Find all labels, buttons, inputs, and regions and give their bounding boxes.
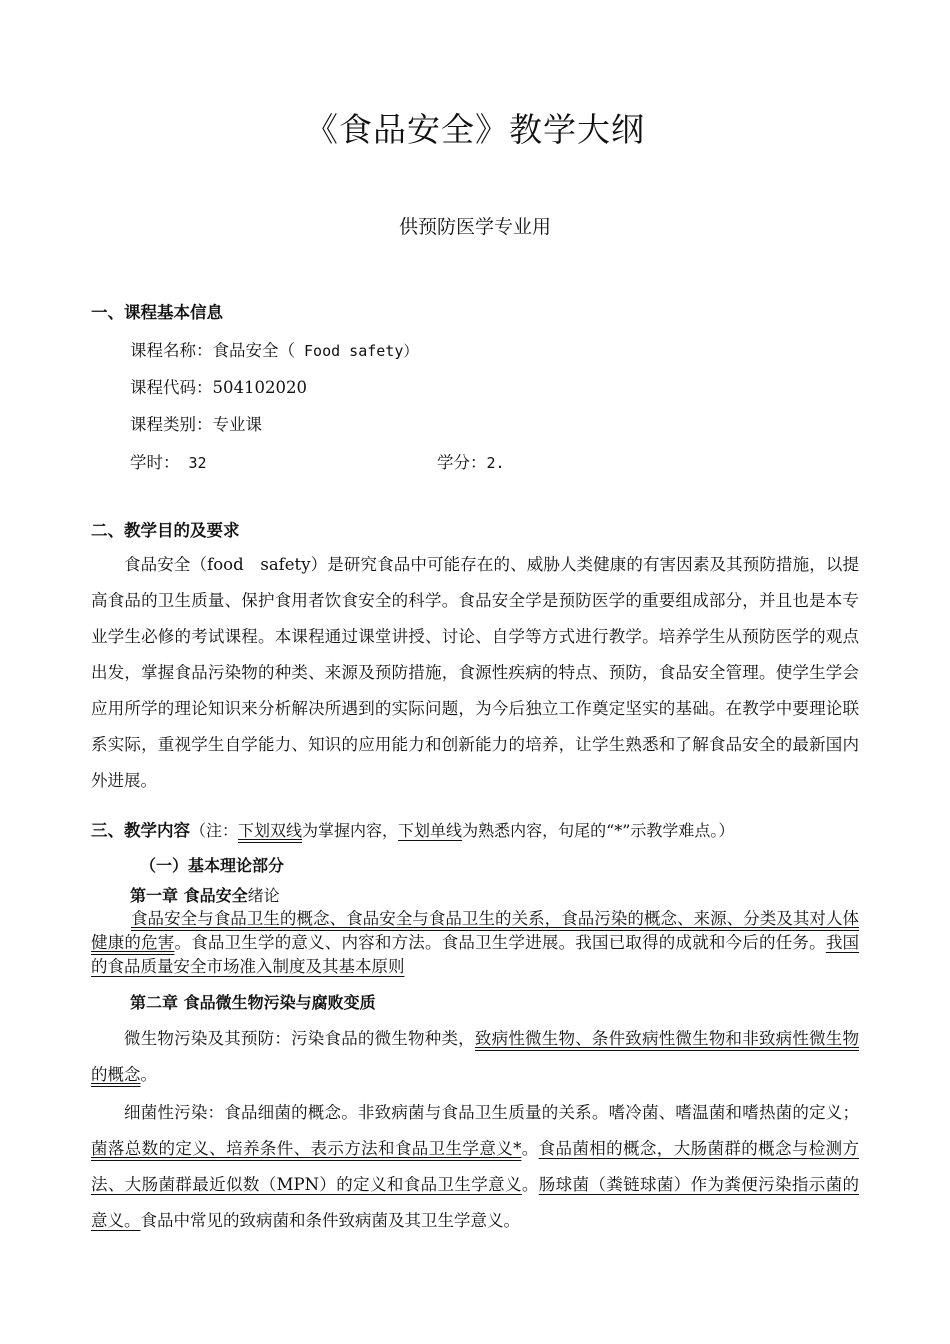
chapter-2-paragraph-2 [91,1095,859,1239]
content-note [190,821,734,840]
section-heading-objectives: 二、教学目的及要求 [91,521,240,540]
page-subtitle: 供预防医学专业用 [398,216,551,238]
note-mid-1: 为掌握内容， [302,821,399,840]
chapter-1-plain-text: 。食品卫生学的意义、内容和方法。食品卫生学进展。我国已取得的成就和今后的任务。 [174,933,826,952]
course-name-english: Food safety） [295,342,419,360]
course-type-row: 课程类别：专业课 [130,415,262,434]
chapter-1-title-tail: 绪论 [247,886,280,905]
chapter-2-paragraph-1 [91,1021,859,1093]
objectives-paragraph: 食品安全（food safety）是研究食品中可能存在的、威胁人类健康的有害因素及其预防措施，以提高食品的卫生质量、保护食用者饮食安全的科学。食品安全学是预防医学的重要组成部分，并且也是本专业学生必修的考试课程。本课程通过课堂讲授、讨论、自学等方式进行教学。培养学生从预防医学的观点出发，掌握食品污染物的种类、来源及预防措施，食源性疾病的特点、预防，食品安全管理。使学生学会应用所学的理论知识来分析解决所遇到的实际问题，为今后独立工作奠定坚实的基础。在教学中要理论联系实际，重视学生自学能力、知识的应用能力和创新能力的培养，让学生熟悉和了解食品安全的最新国内外进展。 [91,555,859,790]
content-heading-text: 三、教学内容 [91,821,190,840]
course-code-row [130,374,307,398]
ch2-p2-familiar-text-2: 肠球菌（粪链球菌）作为粪便污染指示菌的意义。 [91,1175,860,1230]
credit-label: 学分： [437,453,487,472]
page-title: 《食品安全》教学大纲 [305,110,645,149]
course-name-label: 课程名称：食品安全（ [130,341,295,360]
ch2-p2-familiar-text-1: 食品菌相的概念，大肠菌群的概念与检测方法、大肠菌群最近似数（MPN）的定义和食品卫生学意义 [91,1139,860,1194]
hours-label: 学时： [130,453,180,472]
hours-value: 32 [179,454,207,472]
ch2-p2-plain-3: 。 [521,1175,539,1194]
note-double-underline: 下划双线 [238,821,303,840]
course-hours-row [130,449,207,473]
ch2-p2-mastery-text: 菌落总数的定义、培养条件、表示方法和食品卫生学意义* [91,1139,522,1158]
section-heading-content [91,817,734,841]
course-credit-row [437,449,505,473]
section-heading-basic-info: 一、课程基本信息 [91,303,223,322]
chapter-1-paragraph [91,907,859,979]
chapter-1-heading [130,883,280,906]
credit-value: 2. [486,454,505,472]
course-code-value: 504102020 [212,378,307,397]
note-mid-2: 为熟悉内容，句尾的“*”示教学难点。） [462,821,735,840]
note-single-underline: 下划单线 [398,821,463,840]
chapter-1-title: 第一章 食品安全 [130,886,248,905]
ch2-p2-plain-2: 。 [521,1139,539,1158]
chapter-1-familiar-text: 我国的食品质量安全市场准入制度及其基本原则 [91,933,860,976]
course-code-label: 课程代码： [130,378,213,397]
ch2-p1-plain-1: 微生物污染及其预防：污染食品的微生物种类， [124,1029,475,1048]
ch2-p1-mastery-text: 致病性微生物、条件致病性微生物和非致病性微生物的概念 [91,1029,860,1084]
note-prefix: （注： [190,821,239,840]
chapter-2-heading: 第二章 食品微生物污染与腐败变质 [130,993,376,1012]
ch2-p1-plain-2: 。 [140,1065,157,1084]
course-name-row [130,337,418,361]
part-heading-theory: （一）基本理论部分 [140,856,285,875]
chapter-1-mastery-text: 食品安全与食品卫生的概念、食品安全与食品卫生的关系，食品污染的概念、来源、分类及其对人体健康的危害 [91,909,859,952]
ch2-p2-plain-4: 食品中常见的致病菌和条件致病菌及其卫生学意义。 [140,1211,520,1230]
ch2-p2-plain-1: 细菌性污染：食品细菌的概念。非致病菌与食品卫生质量的关系。嗜冷菌、嗜温菌和嗜热菌的定义； [124,1103,859,1122]
